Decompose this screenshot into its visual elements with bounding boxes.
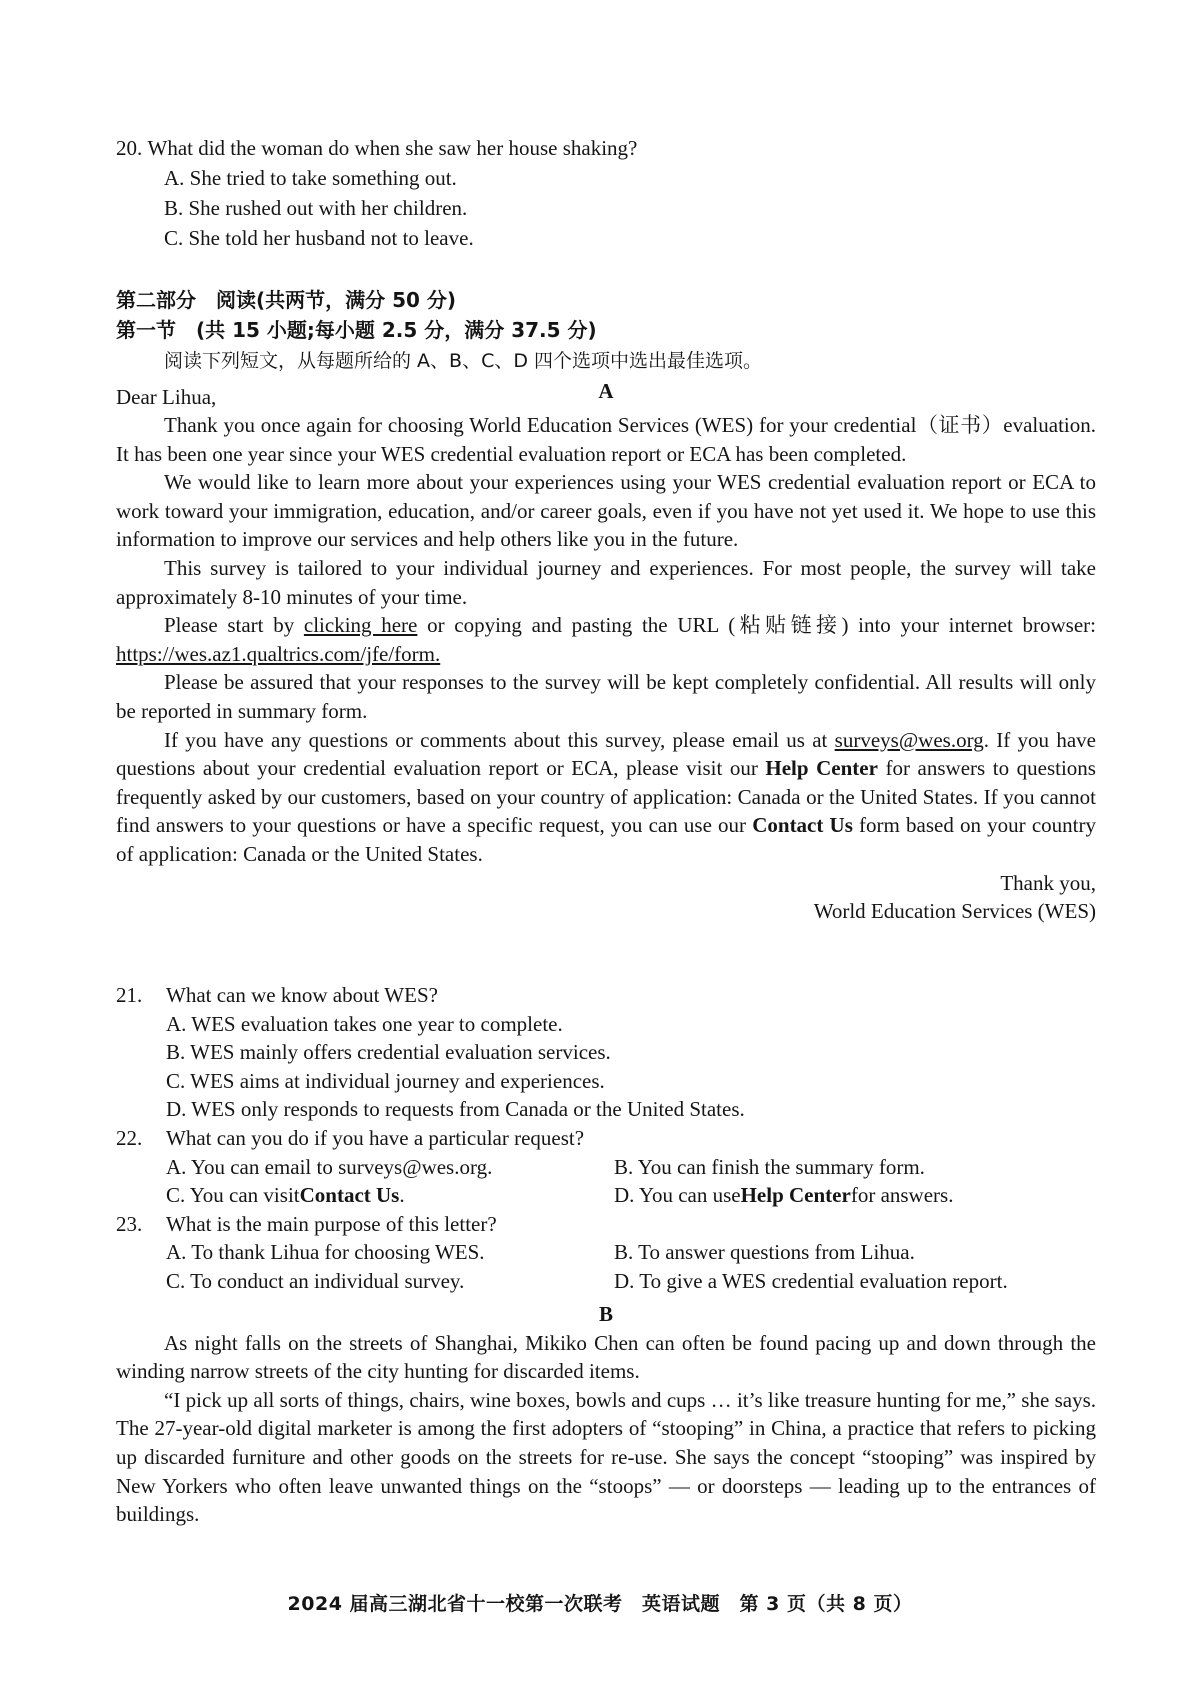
question-22-option-c: C. You can visitContact Us. xyxy=(166,1183,405,1208)
question-22-options-ab xyxy=(116,1153,1096,1182)
page-footer: 2024 届高三湖北省十一校第一次联考 英语试题 第 3 页（共 8 页） xyxy=(287,1593,913,1615)
question-20-stem: 20. What did the woman do when she saw her house shaking? xyxy=(116,136,638,160)
question-23-options-ab xyxy=(116,1238,1096,1267)
survey-email-link[interactable]: surveys@wes.org xyxy=(834,727,984,752)
reading-instruction: 阅读下列短文，从每题所给的 A、B、C、D 四个选项中选出最佳选项。 xyxy=(164,350,763,372)
passage-a xyxy=(116,383,1096,925)
letter-paragraph-3: This survey is tailored to your individual journey and experiences. For most people, the survey will take approximately 8-10 minutes of your time. xyxy=(116,555,1096,609)
question-20 xyxy=(116,134,1096,253)
passage-b-paragraph-2: “I pick up all sorts of things, chairs, wine boxes, bowls and cups … it’s like treasure hunting for me,” she says. The 27-year-old digital marketer is among the first adopters of “stooping” in China, a practice that refers to picking up discarded furniture and other goods on the streets for re-use. She says the concept “stooping” was inspired by New Yorkers who often leave unwanted things on the “stoops” — or doorsteps — leading up to the entrances of buildings. xyxy=(116,1387,1096,1527)
question-21-option-c: C. WES aims at individual journey and experiences. xyxy=(166,1068,605,1093)
question-23-option-d: D. To give a WES credential evaluation report. xyxy=(614,1268,1008,1293)
contact-us-text: Contact Us xyxy=(752,813,853,838)
passage-b-label: B xyxy=(598,1302,613,1326)
clicking-here-link[interactable]: clicking here xyxy=(303,613,418,638)
survey-url-link[interactable]: https://wes.az1.qualtrics.com/jfe/form. xyxy=(116,641,441,666)
question-23-option-b: B. To answer questions from Lihua. xyxy=(614,1240,915,1265)
question-22-option-d: D. You can useHelp Centerfor answers. xyxy=(614,1183,954,1208)
section-1-heading: 第一节 (共 15 小题;每小题 2.5 分，满分 37.5 分) xyxy=(116,318,597,342)
question-22-options-cd xyxy=(116,1181,1096,1210)
question-22-stem: 22. What can you do if you have a particular request? xyxy=(116,1125,585,1150)
question-23-stem: 23. What is the main purpose of this letter? xyxy=(116,1211,497,1236)
question-21-stem: 21. What can we know about WES? xyxy=(116,983,438,1007)
question-23-option-a: A. To thank Lihua for choosing WES. xyxy=(166,1240,485,1265)
question-23-option-c: C. To conduct an individual survey. xyxy=(166,1268,465,1293)
letter-closing: Thank you, xyxy=(1000,870,1096,895)
passage-b-paragraph-1: As night falls on the streets of Shanghai, Mikiko Chen can often be found pacing up and down through the winding narrow streets of the city hunting for discarded items. xyxy=(116,1330,1096,1384)
letter-paragraph-6: If you have any questions or comments about this survey, please email us at surveys@wes.org. If you have questions about your credential evaluation report or ECA, please visit our Help Center for answers to questions frequently asked by our customers, based on your country of application: Canada or the United States. If you cannot find answers to your questions or have a specific request, you can use our Contact Us form based on your country of application: Canada or the United States. xyxy=(116,727,1096,866)
help-center-text: Help Center xyxy=(765,756,878,781)
question-20-option-a: A. She tried to take something out. xyxy=(164,165,457,190)
question-21-option-b: B. WES mainly offers credential evaluation services. xyxy=(166,1040,611,1065)
question-22-option-b: B. You can finish the summary form. xyxy=(614,1154,925,1179)
letter-salutation: Dear Lihua, xyxy=(116,385,217,409)
letter-paragraph-1: Thank you once again for choosing World Education Services (WES) for your credential（证书）evaluation. It has been one year since your WES credential evaluation report or ECA has been completed. xyxy=(116,413,1096,466)
letter-paragraph-2: We would like to learn more about your experiences using your WES credential evaluation report or ECA to work toward your immigration, education, and/or career goals, even if you have not yet used it. We hope to use this information to improve our services and help others like you in the future. xyxy=(116,470,1096,552)
passage-b xyxy=(116,1300,1096,1529)
passage-a-label: A xyxy=(598,379,614,403)
letter-paragraph-5: Please be assured that your responses to the survey will be kept completely confidential. All results will only be reported in summary form. xyxy=(116,670,1096,723)
question-20-option-c: C. She told her husband not to leave. xyxy=(164,225,474,250)
letter-paragraph-4: Please start by clicking here or copying and pasting the URL (粘贴链接) into your internet browser: https://wes.az1.qualtrics.com/jfe/form. xyxy=(116,613,1096,666)
question-21-option-a: A. WES evaluation takes one year to complete. xyxy=(166,1011,563,1036)
question-21-option-d: D. WES only responds to requests from Canada or the United States. xyxy=(166,1097,745,1122)
question-23-options-cd xyxy=(116,1267,1096,1296)
question-20-option-b: B. She rushed out with her children. xyxy=(164,195,468,220)
questions-21-23 xyxy=(116,981,1096,1296)
letter-signature: World Education Services (WES) xyxy=(813,898,1096,923)
question-22-option-a: A. You can email to surveys@wes.org. xyxy=(166,1154,493,1179)
part-2-heading: 第二部分 阅读(共两节，满分 50 分) xyxy=(116,288,457,312)
